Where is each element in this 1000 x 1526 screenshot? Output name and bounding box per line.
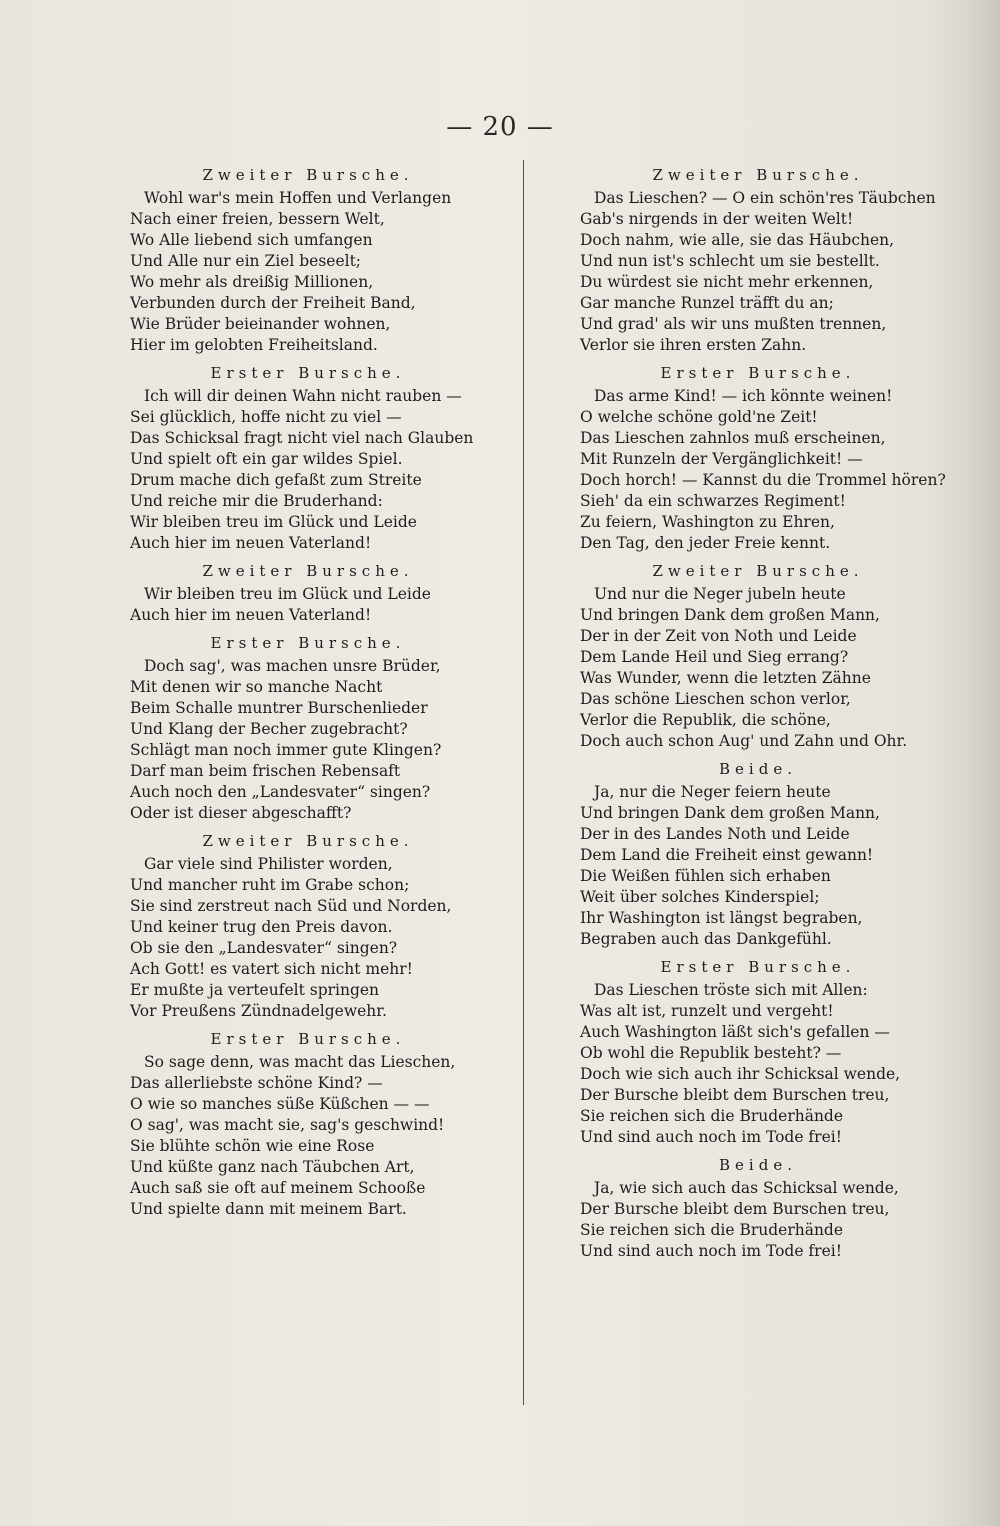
verse-line: Weit über solches Kinderspiel; [580, 888, 820, 906]
verse-line: Doch nahm, wie alle, sie das Häubchen, [580, 231, 895, 249]
verse-line: Ja, wie sich auch das Schicksal wende, [594, 1179, 899, 1197]
verse-line: Er mußte ja verteufelt springen [130, 981, 380, 999]
verse-line: Was Wunder, wenn die letzten Zähne [580, 669, 871, 687]
verse-line: Oder ist dieser abgeschafft? [130, 804, 352, 822]
left-column [118, 158, 498, 1220]
verse-line: Verlor die Republik, die schöne, [580, 711, 831, 729]
verse-line: Ja, nur die Neger feiern heute [594, 783, 831, 801]
verse-line: Du würdest sie nicht mehr erkennen, [580, 273, 874, 291]
verse-line: Drum mache dich gefaßt zum Streite [130, 471, 422, 489]
verse-line: Und keiner trug den Preis davon. [130, 918, 393, 936]
stanza [568, 1155, 948, 1262]
verse-line: Ich will dir deinen Wahn nicht rauben — [144, 387, 462, 405]
verse-line: Und spielte dann mit meinem Bart. [130, 1200, 407, 1218]
verse-line: Die Weißen fühlen sich erhaben [580, 867, 831, 885]
verse-line: Ob sie den „Landesvater“ singen? [130, 939, 398, 957]
verse-line: Und reiche mir die Bruderhand: [130, 492, 383, 510]
verse-line: Beim Schalle muntrer Burschenlieder [130, 699, 428, 717]
stanza [118, 831, 498, 1022]
verse-line: Sie sind zerstreut nach Süd und Norden, [130, 897, 452, 915]
speaker-heading: Zweiter Bursche. [202, 166, 414, 184]
verse-line: Gar viele sind Philister worden, [144, 855, 393, 873]
verse-line: Das schöne Lieschen schon verlor, [580, 690, 851, 708]
verse-line: Auch hier im neuen Vaterland! [130, 606, 372, 624]
verse-line: Und bringen Dank dem großen Mann, [580, 606, 880, 624]
verse-line: Ob wohl die Republik besteht? — [580, 1044, 842, 1062]
verse-line: Und bringen Dank dem großen Mann, [580, 804, 880, 822]
speaker-heading: Erster Bursche. [660, 364, 856, 382]
stanza [568, 957, 948, 1148]
verse-line: Wir bleiben treu im Glück und Leide [144, 585, 431, 603]
verse-line: Wir bleiben treu im Glück und Leide [130, 513, 417, 531]
verse-line: Gar manche Runzel träfft du an; [580, 294, 834, 312]
speaker-heading: Erster Bursche. [210, 634, 406, 652]
verse-line: Ach Gott! es vatert sich nicht mehr! [130, 960, 413, 978]
verse-line: Das Schicksal fragt nicht viel nach Glauben [130, 429, 474, 447]
verse-line: Und nur die Neger jubeln heute [594, 585, 846, 603]
verse-line: Und Klang der Becher zugebracht? [130, 720, 408, 738]
stanza [118, 561, 498, 626]
verse-line: Wie Brüder beieinander wohnen, [130, 315, 391, 333]
verse-line: Der in des Landes Noth und Leide [580, 825, 850, 843]
verse-line: Und sind auch noch im Tode frei! [580, 1242, 842, 1260]
verse-line: Mit Runzeln der Vergänglichkeit! — [580, 450, 863, 468]
verse-line: Der Bursche bleibt dem Burschen treu, [580, 1200, 890, 1218]
verse-line: Doch sag', was machen unsre Brüder, [144, 657, 441, 675]
stanza [568, 165, 948, 356]
speaker-heading: Zweiter Bursche. [202, 832, 414, 850]
verse-line: Und spielt oft ein gar wildes Spiel. [130, 450, 403, 468]
column-divider [523, 160, 524, 1405]
verse-line: O wie so manches süße Küßchen — — [130, 1095, 430, 1113]
verse-line: Und grad' als wir uns mußten trennen, [580, 315, 887, 333]
speaker-heading: Beide. [719, 760, 797, 778]
speaker-heading: Erster Bursche. [210, 1030, 406, 1048]
verse-line: Mit denen wir so manche Nacht [130, 678, 383, 696]
speaker-heading: Zweiter Bursche. [652, 562, 864, 580]
verse-line: Den Tag, den jeder Freie kennt. [580, 534, 831, 552]
verse-line: Begraben auch das Dankgefühl. [580, 930, 832, 948]
verse-line: Doch horch! — Kannst du die Trommel hören? [580, 471, 946, 489]
verse-line: Zu feiern, Washington zu Ehren, [580, 513, 835, 531]
verse-line: Nach einer freien, bessern Welt, [130, 210, 385, 228]
verse-line: Sie reichen sich die Bruderhände [580, 1107, 844, 1125]
verse-line: O sag', was macht sie, sag's geschwind! [130, 1116, 445, 1134]
stanza [118, 633, 498, 824]
stanza [568, 759, 948, 950]
verse-line: Das Lieschen? — O ein schön'res Täubchen [594, 189, 936, 207]
verse-line: Ihr Washington ist längst begraben, [580, 909, 863, 927]
verse-line: Vor Preußens Zündnadelgewehr. [130, 1002, 387, 1020]
verse-line: So sage denn, was macht das Lieschen, [144, 1053, 456, 1071]
verse-line: Auch Washington läßt sich's gefallen — [580, 1023, 890, 1041]
verse-line: Der Bursche bleibt dem Burschen treu, [580, 1086, 890, 1104]
verse-line: Darf man beim frischen Rebensaft [130, 762, 401, 780]
verse-line: Und Alle nur ein Ziel beseelt; [130, 252, 362, 270]
verse-line: Auch noch den „Landesvater“ singen? [130, 783, 431, 801]
verse-line: Schlägt man noch immer gute Klingen? [130, 741, 442, 759]
verse-line: Gab's nirgends in der weiten Welt! [580, 210, 854, 228]
verse-line: Was alt ist, runzelt und vergeht! [580, 1002, 834, 1020]
page-number: — 20 — [446, 112, 554, 142]
verse-line: Das arme Kind! — ich könnte weinen! [594, 387, 893, 405]
speaker-heading: Zweiter Bursche. [652, 166, 864, 184]
stanza [568, 363, 948, 554]
verse-line: Sei glücklich, hoffe nicht zu viel — [130, 408, 402, 426]
verse-line: Doch auch schon Aug' und Zahn und Ohr. [580, 732, 908, 750]
verse-line: Verbunden durch der Freiheit Band, [130, 294, 416, 312]
verse-line: Sie blühte schön wie eine Rose [130, 1137, 375, 1155]
verse-line: Hier im gelobten Freiheitsland. [130, 336, 378, 354]
verse-line: Doch wie sich auch ihr Schicksal wende, [580, 1065, 901, 1083]
verse-line: Auch saß sie oft auf meinem Schooße [130, 1179, 426, 1197]
verse-line: Das allerliebste schöne Kind? — [130, 1074, 383, 1092]
verse-line: Auch hier im neuen Vaterland! [130, 534, 372, 552]
verse-line: Und sind auch noch im Tode frei! [580, 1128, 842, 1146]
stanza [118, 363, 498, 554]
right-column [568, 158, 948, 1262]
verse-line: Und küßte ganz nach Täubchen Art, [130, 1158, 415, 1176]
verse-line: Sieh' da ein schwarzes Regiment! [580, 492, 846, 510]
stanza [118, 1029, 498, 1220]
verse-line: Dem Lande Heil und Sieg errang? [580, 648, 849, 666]
verse-line: Wo mehr als dreißig Millionen, [130, 273, 374, 291]
speaker-heading: Erster Bursche. [210, 364, 406, 382]
verse-line: Verlor sie ihren ersten Zahn. [580, 336, 807, 354]
verse-line: Und nun ist's schlecht um sie bestellt. [580, 252, 880, 270]
stanza [568, 561, 948, 752]
verse-line: Wohl war's mein Hoffen und Verlangen [144, 189, 452, 207]
verse-line: Und mancher ruht im Grabe schon; [130, 876, 410, 894]
verse-line: Das Lieschen zahnlos muß erscheinen, [580, 429, 886, 447]
verse-line: Sie reichen sich die Bruderhände [580, 1221, 844, 1239]
speaker-heading: Beide. [719, 1156, 797, 1174]
verse-line: Der in der Zeit von Noth und Leide [580, 627, 857, 645]
speaker-heading: Erster Bursche. [660, 958, 856, 976]
speaker-heading: Zweiter Bursche. [202, 562, 414, 580]
stanza [118, 165, 498, 356]
verse-line: Wo Alle liebend sich umfangen [130, 231, 373, 249]
verse-line: O welche schöne gold'ne Zeit! [580, 408, 818, 426]
verse-line: Das Lieschen tröste sich mit Allen: [594, 981, 868, 999]
verse-line: Dem Land die Freiheit einst gewann! [580, 846, 874, 864]
